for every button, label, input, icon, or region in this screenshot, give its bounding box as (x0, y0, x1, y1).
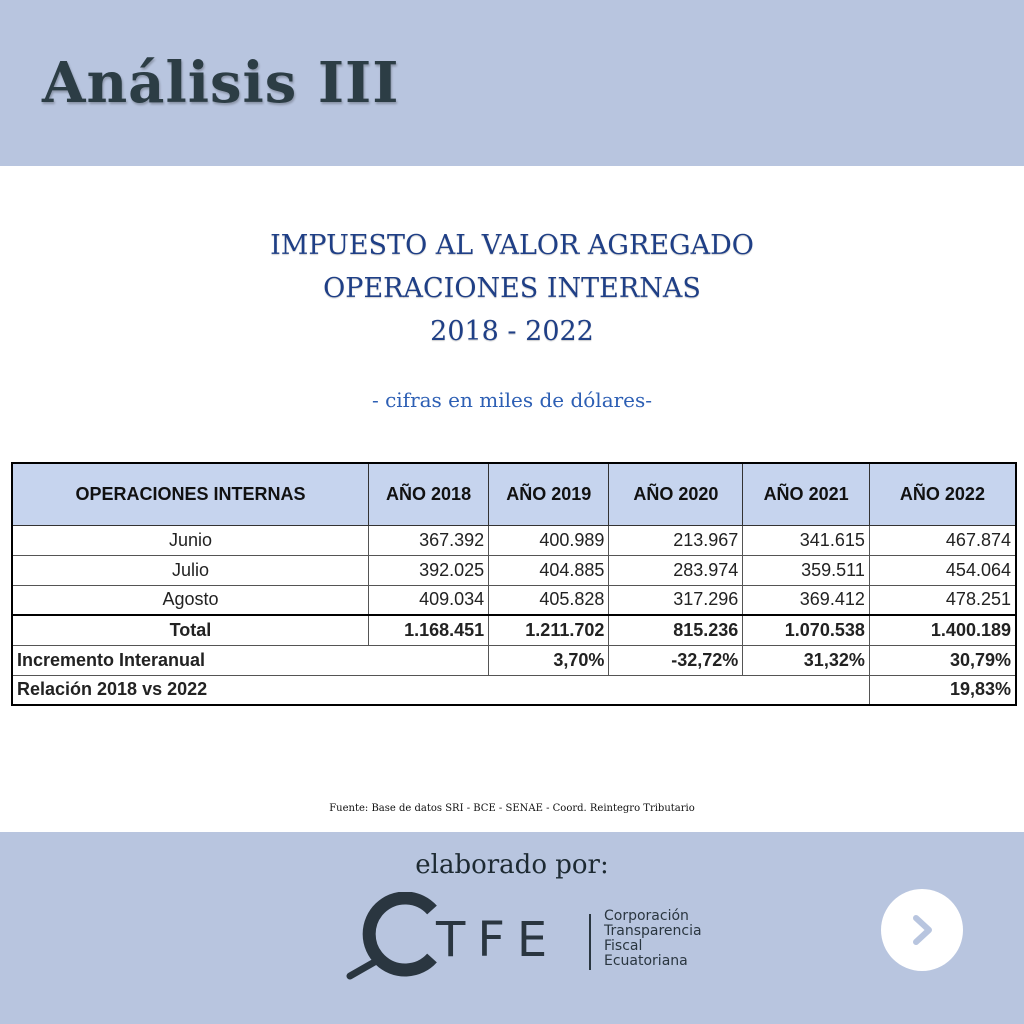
logo-line: Fiscal (604, 938, 643, 954)
table-cell: 404.885 (489, 555, 609, 585)
increment-cell: -32,72% (609, 645, 743, 675)
table-cell: 359.511 (743, 555, 870, 585)
table-row (12, 585, 1016, 615)
row-label: Agosto (12, 585, 368, 615)
table-cell: 367.392 (368, 525, 488, 555)
heading-line-1: IMPUESTO AL VALOR AGREGADO (270, 230, 754, 261)
table-cell: 213.967 (609, 525, 743, 555)
column-header: AÑO 2021 (743, 463, 870, 525)
table-cell: 369.412 (743, 585, 870, 615)
table-cell: 467.874 (869, 525, 1016, 555)
total-cell: 815.236 (609, 615, 743, 645)
column-header: OPERACIONES INTERNAS (12, 463, 368, 525)
logo-line: Corporación (604, 908, 689, 924)
increment-cell: 31,32% (743, 645, 870, 675)
relation-row (12, 675, 1016, 705)
table-cell: 454.064 (869, 555, 1016, 585)
column-header: AÑO 2019 (489, 463, 609, 525)
ctfe-logo (344, 892, 594, 982)
column-header: AÑO 2018 (368, 463, 488, 525)
table-cell: 405.828 (489, 585, 609, 615)
increment-cell: 30,79% (869, 645, 1016, 675)
total-cell: 1.400.189 (869, 615, 1016, 645)
table-cell: 392.025 (368, 555, 488, 585)
next-button[interactable] (881, 889, 963, 971)
table-row (12, 555, 1016, 585)
units-subtitle: - cifras en miles de dólares- (371, 388, 653, 412)
table-row (12, 525, 1016, 555)
table-cell: 478.251 (869, 585, 1016, 615)
source-note: Fuente: Base de datos SRI - BCE - SENAE - Coord. Reintegro Tributario (329, 803, 695, 814)
increment-label: Incremento Interanual (12, 645, 489, 675)
table-cell: 283.974 (609, 555, 743, 585)
logo-text: TFE (436, 912, 560, 968)
chevron-right-icon (905, 913, 939, 947)
heading-line-2: OPERACIONES INTERNAS (323, 273, 701, 304)
table-cell: 317.296 (609, 585, 743, 615)
report-heading (0, 224, 1024, 353)
column-header: AÑO 2020 (609, 463, 743, 525)
page-title: Análisis III (42, 50, 400, 116)
logo-line: Transparencia (604, 923, 702, 939)
table-cell: 409.034 (368, 585, 488, 615)
table-cell: 400.989 (489, 525, 609, 555)
table-cell: 341.615 (743, 525, 870, 555)
vat-table (11, 462, 1017, 706)
logo-line: Ecuatoriana (604, 953, 688, 969)
column-header: AÑO 2022 (869, 463, 1016, 525)
total-cell: 1.211.702 (489, 615, 609, 645)
total-cell: 1.168.451 (368, 615, 488, 645)
logo-fullname (604, 909, 744, 969)
heading-line-3: 2018 - 2022 (430, 316, 594, 347)
total-cell: 1.070.538 (743, 615, 870, 645)
increment-cell: 3,70% (489, 645, 609, 675)
table-header-row (12, 463, 1016, 525)
total-label: Total (12, 615, 368, 645)
credit-label: elaborado por: (415, 850, 609, 880)
relation-cell: 19,83% (869, 675, 1016, 705)
total-row (12, 615, 1016, 645)
increment-row (12, 645, 1016, 675)
relation-label: Relación 2018 vs 2022 (12, 675, 869, 705)
row-label: Julio (12, 555, 368, 585)
row-label: Junio (12, 525, 368, 555)
magnifier-c-icon (350, 898, 432, 976)
